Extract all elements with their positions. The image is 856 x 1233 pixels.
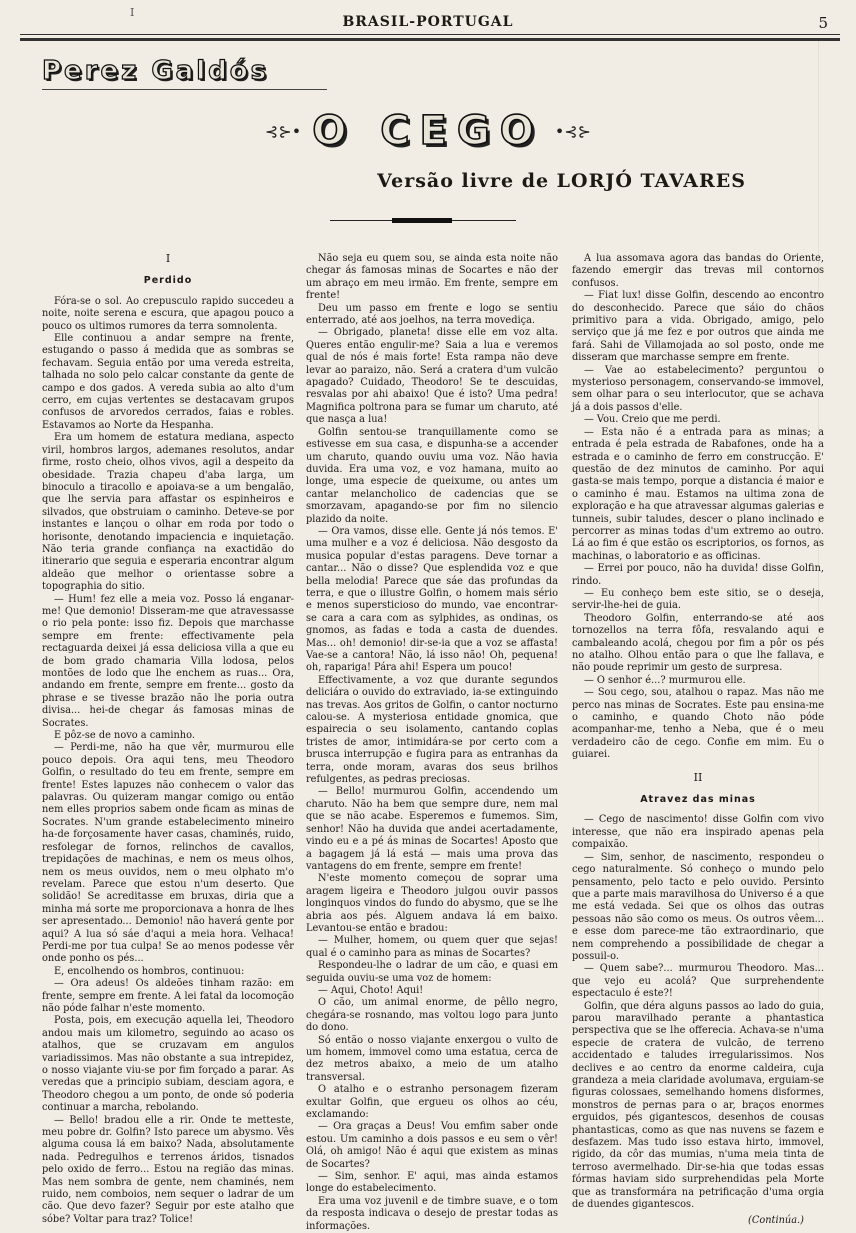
text-column-2 xyxy=(306,253,558,1233)
paragraph: — Ora adeus! Os aldeões tinham razão: em frente, sempre em frente. A lei fatal da locomoção não póde falhar n'este momento. xyxy=(42,978,294,1014)
page-number: 5 xyxy=(818,14,828,32)
continued-note: (Continúa.) xyxy=(748,1215,804,1227)
paragraph: — Esta não é a entrada para as minas; a entrada é pela estrada de Rabafones, onde ha a estrada e o caminho de ferro em construcção. E' questão de dez minutos de caminho. Por aqui gasta-se mais tempo, porque a distancia é maior e o caminho é mau. Estamos na ultima zona de exploração e ha que atravessar algumas galerias e tunneis, subir taludes, descer o plano inclinado e percorrer as minas todas d'um extremo ao outro. Lá ao fim é que estão os escriptorios, os fornos, as machinas, o laboratorio e as officinas. xyxy=(572,426,824,562)
section-number: I xyxy=(165,252,171,265)
paragraph: — Eu conheço bem este sitio, se o deseja, servir-lhe-hei de guia. xyxy=(572,587,824,612)
paragraph: — Fiat lux! disse Golfin, descendo ao encontro do desconhecido. Parece que sáio do chãos primitivo para a vida. Obrigado, amigo, pelo serviço que já me fez e por outros que ainda me fará. Sahi de Villamojada ao sol posto, onde me disseram que marchasse sempre em frente. xyxy=(572,290,824,364)
paragraph: Era uma voz juvenil e de timbre suave, e o tom da resposta indicava o desejo de prestar todas as informações. xyxy=(306,1195,558,1232)
title-row xyxy=(0,108,856,154)
paragraph: — Ora graças a Deus! Vou emfim saber onde estou. Um caminho a dois passos e eu sem o vêr! Olá, oh amigo! Não é aqui que existem as minas de Socartes? xyxy=(306,1121,558,1170)
paragraph: N'este momento começou de soprar uma aragem ligeira e Theodoro julgou ouvir passos longinquos vindos do fundo do abysmo, que se lhe abria aos pés. Alguem andava lá em baixo. Levantou-se então e bradou: xyxy=(306,873,558,934)
paragraph: Golfin sentou-se tranquillamente como se estivesse em sua casa, e dispunha-se a accender um charuto, quando ouviu uma voz. Não havia duvida. Era uma voz, e voz hamana, muito ao longe, uma especie de queixume, ou antes um cantar melancholico de cadencias que se smorzavam, apagando-se por fim no silencio plazido da noite. xyxy=(306,426,558,525)
margin-mark: I xyxy=(130,6,135,19)
paragraph: — Sou cego, sou, atalhou o rapaz. Mas não me perco nas minas de Socrates. Este pau ensina-me o caminho, e quando Choto não póde acompanhar-me, tenho a Neba, que é o meu verdadeiro cão de cego. Confie em mim. Eu o guiarei. xyxy=(572,687,824,761)
text-column-3 xyxy=(572,253,824,1228)
paragraph: O atalho e o estranho personagem fizeram exultar Golfin, que ergueu os olhos ao céu, exclamando: xyxy=(306,1084,558,1121)
paragraph: Não seja eu quem sou, se ainda esta noite não chegar ás famosas minas de Socartes e não der um abraço em meu irmão. Em frente, sempre em frente! xyxy=(306,253,558,302)
section-title: Atravez das minas xyxy=(640,794,756,806)
paragraph: A lua assomava agora das bandas do Oriente, fazendo emergir das trevas mil contornos confusos. xyxy=(572,253,824,289)
paragraph: — O senhor é...? murmurou elle. xyxy=(584,674,746,686)
paragraph: Só então o nosso viajante enxergou o vulto de um homem, immovel como uma estatua, cerca de dez metros abaixo, a meio de um atalho transversal. xyxy=(306,1034,558,1083)
header-rule-thick xyxy=(20,38,840,41)
paragraph: E pôz-se de novo a caminho. xyxy=(54,730,195,742)
title-ornament-right-icon: •⊰⊱ xyxy=(554,121,592,141)
paragraph: — Vou. Creio que me perdi. xyxy=(584,414,721,426)
paragraph: Respondeu-lhe o ladrar de um cão, e quasi em seguida ouviu-se uma voz de homem: xyxy=(306,960,558,984)
paragraph: Theodoro Golfin, enterrando-se até aos tornozellos na terra fôfa, resvalando aqui e cambaleando acolá, chegou por fim a pôr os pés no atalho. Olhou então para o que lhe fallava, e não poude reprimir um gesto de surpresa. xyxy=(572,612,824,674)
page-crease xyxy=(818,40,819,1190)
header-rule-thin xyxy=(20,34,840,35)
paragraph: — Cego de nascimento! disse Golfin com vivo interesse, que não era inspirado apenas pela compaixão. xyxy=(572,814,824,851)
paragraph: — Sim, senhor, de nascimento, respondeu o cego naturalmente. Só conheço o mundo pelo pensamento, pelo tacto e pelo ouvido. Persinto que a parte mais maravilhosa do Universo é a que me está vedada. Sei que os olhos das outras pessoas não são como os meus. Os outros vêem... e esse dom parece-me tão extraordinario, que nem comprehendo a possibilidade de chegar a possuil-o. xyxy=(572,851,824,962)
paragraph: Era um homem de estatura mediana, aspecto viril, hombros largos, ademanes resolutos, andar firme, rosto cheio, olhos vivos, agil a despeito da obesidade. Trazia chapeu d'aba larga, um binoculo a tiracollo e apoiava-se a um bengalão, que lhe servia para affastar os espinheiros e silvados, que obstruiam o caminho. Deteve-se por instantes e lançou o olhar em roda por todo o horisonte, denotando impaciencia e inquietação. Não teria grande confiança na exactidão do itinerario que seguia e esperaria encontrar algum aldeão que melhor o orientasse sobre a topographia do sitio. xyxy=(42,432,294,593)
title-ornament-left-icon: ⊰⊱• xyxy=(264,121,302,141)
article-title: O CEGO xyxy=(312,108,544,154)
paragraph: O cão, um animal enorme, de pêllo negro, chegára-se rosnando, mas voltou logo para junto do dono. xyxy=(306,997,558,1034)
paragraph: — Errei por pouco, não ha duvida! disse Golfin, rindo. xyxy=(572,563,824,587)
section-title: Perdido xyxy=(143,275,193,287)
text-column-1 xyxy=(42,253,294,1226)
paragraph: Golfin, que déra alguns passos ao lado do guia, parou maravilhado perante a phantastica perspectiva que se lhe offerecia. Achava-se n'uma especie de cratera de vulcão, de terreno accidentado e taludes irregularissimos. Nos declives e ao centro da enorme caldeira, cuja grandeza a meia claridade avolumava, erguiam-se figuras colossaes, semelhando homens disformes, monstros de pernas para o ar, braços enormes erguidos, pés gigantescos, desenhos de cousas phantasticas, como as que nas nuvens se fazem e desfazem. Mas tudo isso estava hirto, immovel, rigido, da côr das mumias, n'uma meia tinta de terroso avermelhado. Dir-se-hia que todas essas fórmas haviam sido surprehendidas pela Morte que as transformára na petrificação d'uma orgia de duendes gigantescos. xyxy=(572,1000,824,1211)
paragraph: Effectivamente, a voz que durante segundos deliciára o ouvido do extraviado, ia-se extinguindo nas trevas. Aos gritos de Golfin, o cantor nocturno calou-se. A mysteriosa entidade gnomica, que espairecia o seu isolamento, cantando coplas tristes de amor, intimidára-se por certo com a brusca interrupção e fugira para as entranhas da terra, onde moram, avaras dos seus brilhos refulgentes, as pedras preciosas. xyxy=(306,674,558,786)
paragraph: Elle continuou a andar sempre na frente, estugando o passo á medida que as sombras se fechavam. Seguia então por uma vereda estreita, talhada no solo pelo calcar constante da gente de campo e dos gados. A vereda subia ao alto d'um cerro, em cujas vertentes se destacavam grupos confusos de arvoredos cerrados, faias e robles. Estavamos ao Norte da Hespanha. xyxy=(42,333,294,431)
article-author: Perez Galdós xyxy=(42,56,270,86)
paragraph: E, encolhendo os hombros, continuou: xyxy=(54,965,245,977)
paragraph: Fóra-se o sol. Ao crepusculo rapido succedeu a noite, noite serena e escura, que apagou pouco a pouco os ultimos rumores da terra somnolenta. xyxy=(42,295,294,332)
paragraph: — Perdi-me, não ha que vêr, murmurou elle pouco depois. Ora aqui tens, meu Theodoro Golfin, o resultado do teu em frente, sempre em frente! Estes lapuzes não conhecem o valor das palavras. Ou quizeram mangar comigo ou então nem elles proprios sabem onde ficam as minas de Socrates. N'um grande estabelecimento mineiro ha-de forçosamente haver casas, chaminés, ruido, resfolegar de fornos, relinchos de cavallos, trepidações de machinas, e nem os meus olhos, nem os meus ouvidos, nem o meu olphato m'o revelam. Parece que estou n'um deserto. Que solidão! Se acreditasse em bruxas, diria que a minha má sorte me proporcionava a honra de lhes ser apresentado... Demonio! não haverá gente por aqui? A lua só sáe d'aqui a meia hora. Velhaca! Perdi-me por tua culpa! Se ao menos podesse vêr onde ponho os pés... xyxy=(42,742,294,965)
paragraph: Deu um passo em frente e logo se sentiu enterrado, até aos joelhos, na terra movediça. xyxy=(306,302,558,327)
translation-credit: Versão livre de LORJÓ TAVARES xyxy=(377,170,746,192)
paragraph: — Sim, senhor. E' aqui, mas ainda estamos longe do estabelecimento. xyxy=(306,1171,558,1195)
paragraph: — Bello! murmurou Golfin, accendendo um charuto. Não ha bem que sempre dure, nem mal que se não acabe. Esperemos e fumemos. Sim, senhor! Não ha duvida que andei acertadamente, vindo eu e a pé ás minas de Socartes! Aposto que a bagagem já lá está — mais uma prova das vantagens do em frente, sempre em frente! xyxy=(306,786,558,872)
paragraph: — Hum! fez elle a meia voz. Posso lá enganar-me! Que demonio! Disseram-me que atravessasse o rio pela ponte: isso fiz. Depois que marchasse sempre em frente: effectivamente pela rectaguarda deixei já essa deliciosa villa a que eu de bom grado chamaria Villa lodosa, pelos montões de lodo que lhe enchem as ruas... Ora, andando em frente, sempre em frente... gosto da phrase e se tivesse brazão não lhe poria outra divisa... hei-de chegar ás famosas minas de Socrates. xyxy=(42,593,294,729)
paragraph: — Quem sabe?... murmurou Theodoro. Mas... que vejo eu acolá? Que surprehendente espectaculo é este?! xyxy=(572,963,824,1000)
section-divider xyxy=(330,217,516,225)
paragraph: — Ora vamos, disse elle. Gente já nós temos. E' uma mulher e a voz é deliciosa. Não desgosto da musica popular d'estas paragens. Deve tornar a cantar... Não o disse? Que esplendida voz e que bella melodia! Parece que sáe das profundas da terra, e que o illustre Golfin, o homem mais sério e menos supersticioso do mundo, vae encontrar-se cara a cara com as sylphides, as ondinas, os gnomos, as fadas e toda a casta de duendes. Mas... oh! demonio! dir-se-ia que a voz se affasta! Vae-se a cantora! Não, lá isso não! Oh, pequena! oh, rapariga! Pára ahi! Espera um pouco! xyxy=(306,525,558,674)
paragraph: — Aqui, Choto! Aqui! xyxy=(318,984,424,996)
running-header: BRASIL-PORTUGAL xyxy=(342,14,514,30)
author-underline xyxy=(42,89,327,90)
divider-block xyxy=(392,218,452,223)
paragraph: Posta, pois, em execução aquella lei, Theodoro andou mais um kilometro, seguindo ao acaso os atalhos, que se cruzavam em angulos variadissimos. Mas não obstante a sua intrepidez, o nosso viajante viu-se por fim forçado a parar. As veredas que a principio subiam, desciam agora, e Theodoro chegou a um ponto, de onde só poderia continuar a marcha, rebolando. xyxy=(42,1015,294,1114)
paragraph: — Mulher, homem, ou quem quer que sejas! qual é o caminho para as minas de Socartes? xyxy=(306,935,558,959)
paragraph: — Vae ao estabelecimento? perguntou o mysterioso personagem, conservando-se immovel, sem olhar para o seu interlocutor, que se achava já a dois passos d'elle. xyxy=(572,364,824,413)
section-number: II xyxy=(693,770,703,784)
paragraph: — Obrigado, planeta! disse elle em voz alta. Queres então engulir-me? Saia a lua e veremos qual de nós é mais forte! Esta rampa não deve levar ao paraizo, não. Será a cratera d'um vulcão apagado? Cuidado, Theodoro! Se te descuidas, resvalas por ahi abaixo! Que é isto? Uma pedra! Magnifica poltrona para se fumar um charuto, até que nasça a lua! xyxy=(306,327,558,426)
paragraph: — Bello! bradou elle a rir. Onde te metteste, meu pobre dr. Golfin? Isto parece um abysmo. Vês alguma cousa lá em baixo? Nada, absolutamente nada. Pedregulhos e terrenos áridos, tisnados pelo oxido de ferro... Estou na região das minas. Mas nem sombra de gente, nem chaminés, nem ruido, nem comboios, nem sequer o ladrar de um cão. Que devo fazer? Seguir por este atalho que sóbe? Voltar para traz? Tolice! xyxy=(42,1114,294,1225)
